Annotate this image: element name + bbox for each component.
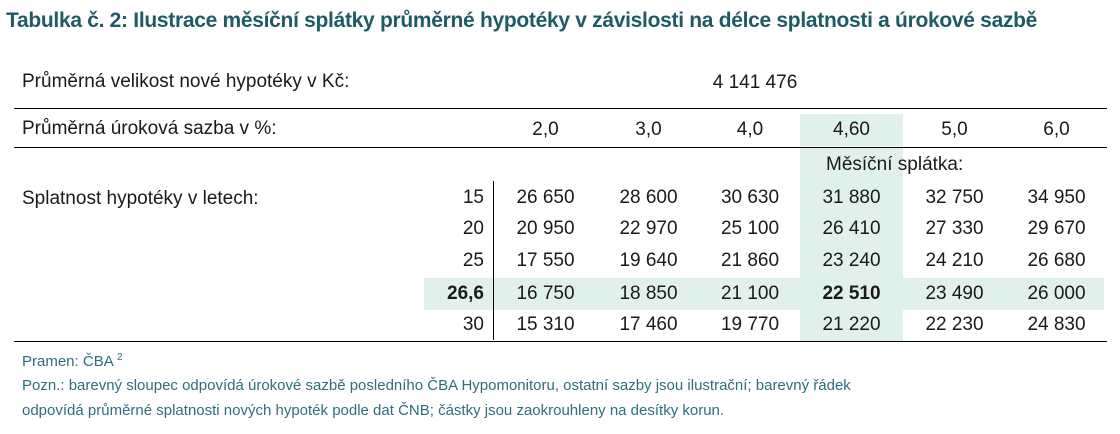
payment-cell: 32 750 [925,187,984,208]
payment-cell: 29 670 [1027,218,1086,239]
divider [14,341,1107,342]
note-line-2: odpovídá průměrné splatnosti nových hypoték podle dat ČNB; částky jsou zaokrouhleny na desítky korun. [22,402,725,419]
divider [14,147,1107,148]
payment-cell: 22 230 [925,314,984,335]
payment-cell: 16 750 [516,283,575,304]
term-label: Splatnost hypotéky v letech: [22,188,259,209]
term-cell: 15 [462,187,484,208]
payment-cell: 26 650 [516,187,575,208]
payment-cell: 26 680 [1027,250,1086,271]
rate-header-cell: 2,0 [532,119,559,140]
payment-cell: 22 970 [619,218,678,239]
payment-cell: 21 220 [822,314,881,335]
payment-cell: 27 330 [925,218,984,239]
term-cell: 26,6 [447,283,484,304]
payment-cell: 22 510 [822,283,881,304]
rate-header-cell: 4,0 [736,119,764,140]
payment-cell: 24 210 [925,250,984,271]
payment-cell: 26 410 [822,218,881,239]
loan-size-value: 4 141 476 [712,72,798,93]
monthly-payment-header: Měsíční splátka: [826,154,964,175]
term-cell: 25 [462,250,484,271]
term-cell: 20 [462,218,484,239]
payment-cell: 34 950 [1027,187,1086,208]
rate-header-cell: 4,60 [833,119,870,140]
note-line-1: Pozn.: barevný sloupec odpovídá úrokové sazbě posledního ČBA Hypomonitoru, ostatní sazby jsou ilustrační; barevný řádek [22,377,851,394]
payment-cell: 21 100 [720,283,780,304]
rate-header-cell: 6,0 [1043,119,1070,140]
payment-cell: 19 640 [619,250,678,271]
payment-cell: 17 550 [516,250,575,271]
source-line [22,352,123,370]
rate-header-cell: 5,0 [941,119,968,140]
payment-cell: 31 880 [822,187,881,208]
footnote-ref: 2 [117,352,123,363]
rate-header-cell: 3,0 [635,119,662,140]
payment-cell: 15 310 [516,314,575,335]
payment-cell: 28 600 [619,187,678,208]
term-cell: 30 [462,314,484,335]
payment-cell: 18 850 [619,283,678,304]
table-title: Tabulka č. 2: Ilustrace měsíční splátky průměrné hypotéky v závislosti na délce splatnosti a úrokové sazbě [6,9,1038,32]
payment-cell: 21 860 [720,250,780,271]
payment-cell: 24 830 [1027,314,1086,335]
payment-cell: 17 460 [619,314,678,335]
rate-label: Průměrná úroková sazba v %: [22,118,277,139]
payment-cell: 26 000 [1027,283,1086,304]
payment-cell: 19 770 [720,314,780,335]
divider [14,108,1107,109]
payment-cell: 30 630 [720,187,780,208]
payment-cell: 23 240 [822,250,881,271]
loan-size-label: Průměrná velikost nové hypotéky v Kč: [22,71,350,92]
source-text: Pramen: ČBA [22,353,113,370]
payment-cell: 20 950 [516,218,575,239]
payment-cell: 25 100 [720,218,780,239]
payment-cell: 23 490 [925,283,984,304]
